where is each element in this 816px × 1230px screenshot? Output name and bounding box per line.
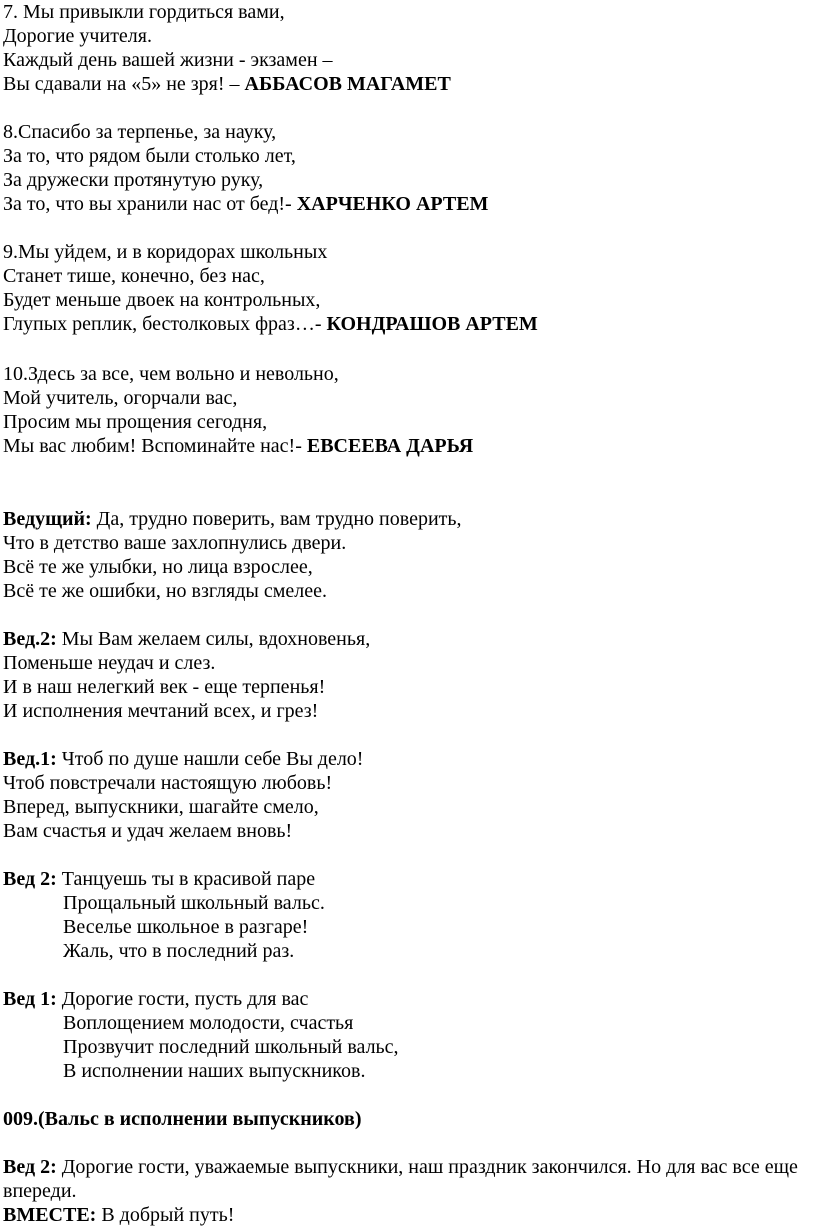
verse-line-with-speaker — [3, 312, 538, 336]
role-label: Вед.2: — [3, 628, 57, 650]
host-line-with-label — [3, 627, 370, 651]
together-line — [3, 1203, 234, 1227]
verse-line: Мой учитель, огорчали вас, — [3, 387, 238, 409]
role-label: Ведущий: — [3, 508, 92, 530]
verse-line: Всё те же улыбки, но лица взрослее, — [3, 556, 313, 578]
verse-line: 10.Здесь за все, чем вольно и невольно, — [3, 363, 339, 385]
verse-line: 8.Спасибо за терпенье, за науку, — [3, 121, 277, 143]
role-label: Вед.1: — [3, 748, 57, 770]
verse-line-with-speaker — [3, 192, 488, 216]
role-label: Вед 1: — [3, 988, 57, 1010]
verse-text: Глупых реплик, бестолковых фраз…- — [3, 313, 327, 335]
verse-line: И исполнения мечтаний всех, и грез! — [3, 700, 319, 722]
verse-text: Чтоб по душе нашли себе Вы дело! — [56, 748, 364, 770]
verse-line: В исполнении наших выпускников. — [63, 1060, 366, 1082]
verse-text: Танцуешь ты в красивой паре — [56, 868, 316, 890]
host2-block-1 — [3, 627, 370, 723]
stanza-8 — [3, 120, 488, 216]
verse-line: Жаль, что в последний раз. — [63, 940, 295, 962]
verse-line: Вперед, выпускники, шагайте смело, — [3, 796, 319, 818]
verse-text: Да, трудно поверить, вам трудно поверить, — [91, 508, 462, 530]
host1-block-2 — [3, 987, 399, 1083]
host1-block-1 — [3, 747, 363, 843]
closing-text: Дорогие гости, уважаемые выпускники, наш праздник закончился. Но для вас все еще впереди. — [3, 1156, 798, 1202]
host-line-with-label — [3, 867, 325, 891]
verse-line: За то, что рядом были столько лет, — [3, 145, 296, 167]
verse-text: Мы Вам желаем силы, вдохновенья, — [56, 628, 371, 650]
speaker-name: АББАСОВ МАГАМЕТ — [244, 73, 451, 95]
verse-line: Просим мы прощения сегодня, — [3, 411, 268, 433]
speaker-name: ХАРЧЕНКО АРТЕМ — [296, 193, 489, 215]
verse-text: Вы сдавали на «5» не зря! – — [3, 73, 245, 95]
verse-line: Чтоб повстречали настоящую любовь! — [3, 772, 333, 794]
verse-line: 9.Мы уйдем, и в коридорах школьных — [3, 241, 328, 263]
verse-line: Будет меньше двоек на контрольных, — [3, 289, 321, 311]
role-label: Вед 2: — [3, 1156, 57, 1178]
speaker-name: ЕВСЕЕВА ДАРЬЯ — [306, 435, 474, 457]
host2-block-2 — [3, 867, 325, 963]
verse-line: Прозвучит последний школьный вальс, — [63, 1036, 399, 1058]
verse-line-with-speaker — [3, 72, 451, 96]
verse-text: За то, что вы хранили нас от бед!- — [3, 193, 297, 215]
host-line-with-label — [3, 507, 462, 531]
stanza-10 — [3, 362, 473, 458]
verse-text: Дорогие гости, пусть для вас — [56, 988, 309, 1010]
stage-direction: 009.(Вальс в исполнении выпускников) — [3, 1108, 362, 1130]
verse-line: Каждый день вашей жизни - экзамен – — [3, 49, 333, 71]
host-line-with-label — [3, 747, 363, 771]
verse-line: Вам счастья и удач желаем вновь! — [3, 820, 293, 842]
verse-line: Дорогие учителя. — [3, 25, 152, 47]
verse-line: Станет тише, конечно, без нас, — [3, 265, 265, 287]
role-label: ВМЕСТЕ: — [3, 1204, 97, 1226]
host2-final — [3, 1155, 803, 1203]
speaker-name: КОНДРАШОВ АРТЕМ — [326, 313, 538, 335]
stanza-7 — [3, 0, 451, 96]
verse-line: И в наш нелегкий век - еще терпенья! — [3, 676, 326, 698]
role-label: Вед 2: — [3, 868, 57, 890]
verse-line: 7. Мы привыкли гордиться вами, — [3, 1, 285, 23]
verse-text: Мы вас любим! Вспоминайте нас!- — [3, 435, 307, 457]
verse-line: Всё те же ошибки, но взгляды смелее. — [3, 580, 328, 602]
host-block — [3, 507, 462, 603]
verse-line-with-speaker — [3, 434, 473, 458]
verse-line: Веселье школьное в разгаре! — [63, 916, 309, 938]
verse-line: Поменьше неудач и слез. — [3, 652, 216, 674]
host-line-with-label — [3, 987, 399, 1011]
verse-line: За дружески протянутую руку, — [3, 169, 264, 191]
stanza-9 — [3, 240, 538, 336]
verse-line: Прощальный школьный вальс. — [63, 892, 325, 914]
verse-line: Воплощением молодости, счастья — [63, 1012, 354, 1034]
verse-line: Что в детство ваше захлопнулись двери. — [3, 532, 347, 554]
closing-text: В добрый путь! — [96, 1204, 235, 1226]
